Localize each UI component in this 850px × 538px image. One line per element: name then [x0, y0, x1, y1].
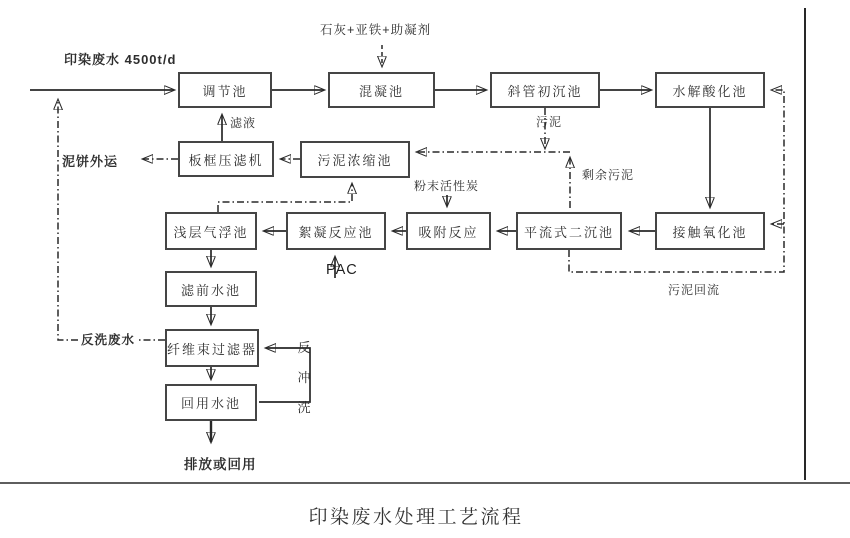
node-prefilter-tank — [165, 271, 257, 307]
sludge-cake-out-label: 泥饼外运 — [62, 154, 119, 169]
backwash-wastewater-label: 反洗废水 — [78, 330, 138, 348]
filtrate-label: 滤液 — [230, 116, 257, 130]
backwash-label: 反冲洗 — [297, 340, 311, 415]
node-label: 斜管初沉池 — [507, 83, 583, 99]
inflow-label: 印染废水 4500t/d — [64, 52, 177, 67]
node-label: 絮凝反应池 — [298, 224, 374, 240]
node-label: 回用水池 — [180, 396, 241, 411]
edge-flotation-scum-to-thickener — [218, 184, 352, 212]
pac-label: PAC — [326, 262, 358, 278]
outlet-label: 排放或回用 — [184, 457, 257, 472]
node-inclined-tube-primary-sedimentation-tank — [490, 72, 600, 108]
node-shallow-air-flotation-tank — [165, 212, 257, 250]
node-flocculation-reaction-tank — [286, 212, 386, 250]
node-regulating-tank — [178, 72, 272, 108]
node-label: 混凝池 — [358, 83, 404, 99]
edge-backwash-wastewater-return — [58, 100, 165, 340]
node-label: 平流式二沉池 — [523, 224, 614, 240]
node-label: 吸附反应 — [418, 224, 479, 240]
excess-sludge-label: 剩余污泥 — [582, 168, 635, 182]
node-label: 滤前水池 — [180, 282, 241, 298]
sludge-return-label: 污泥回流 — [668, 283, 721, 297]
node-coagulation-tank — [328, 72, 435, 108]
node-label: 板框压滤机 — [188, 152, 264, 168]
node-horizontal-flow-secondary-sedimentation-tank — [516, 212, 622, 250]
sludge-label: 污泥 — [536, 115, 563, 129]
chemicals-label: 石灰+亚铁+助凝剂 — [320, 23, 432, 37]
node-label: 调节池 — [202, 83, 248, 99]
node-hydrolysis-acidification-tank — [655, 72, 765, 108]
node-label: 浅层气浮池 — [173, 224, 249, 240]
node-adsorption-reaction — [406, 212, 491, 250]
diagram-caption: 印染废水处理工艺流程 — [308, 507, 524, 528]
node-fiber-bundle-filter — [165, 329, 259, 367]
powdered-carbon-label: 粉末活性炭 — [414, 179, 480, 193]
node-plate-frame-filter-press — [178, 141, 274, 177]
node-label: 接触氧化池 — [672, 224, 748, 240]
node-sludge-thickening-tank — [300, 141, 410, 178]
node-label: 水解酸化池 — [672, 83, 748, 99]
node-label: 污泥浓缩池 — [317, 153, 393, 168]
node-reuse-water-tank — [165, 384, 257, 421]
node-contact-oxidation-tank — [655, 212, 765, 250]
node-label: 纤维束过滤器 — [167, 341, 258, 357]
